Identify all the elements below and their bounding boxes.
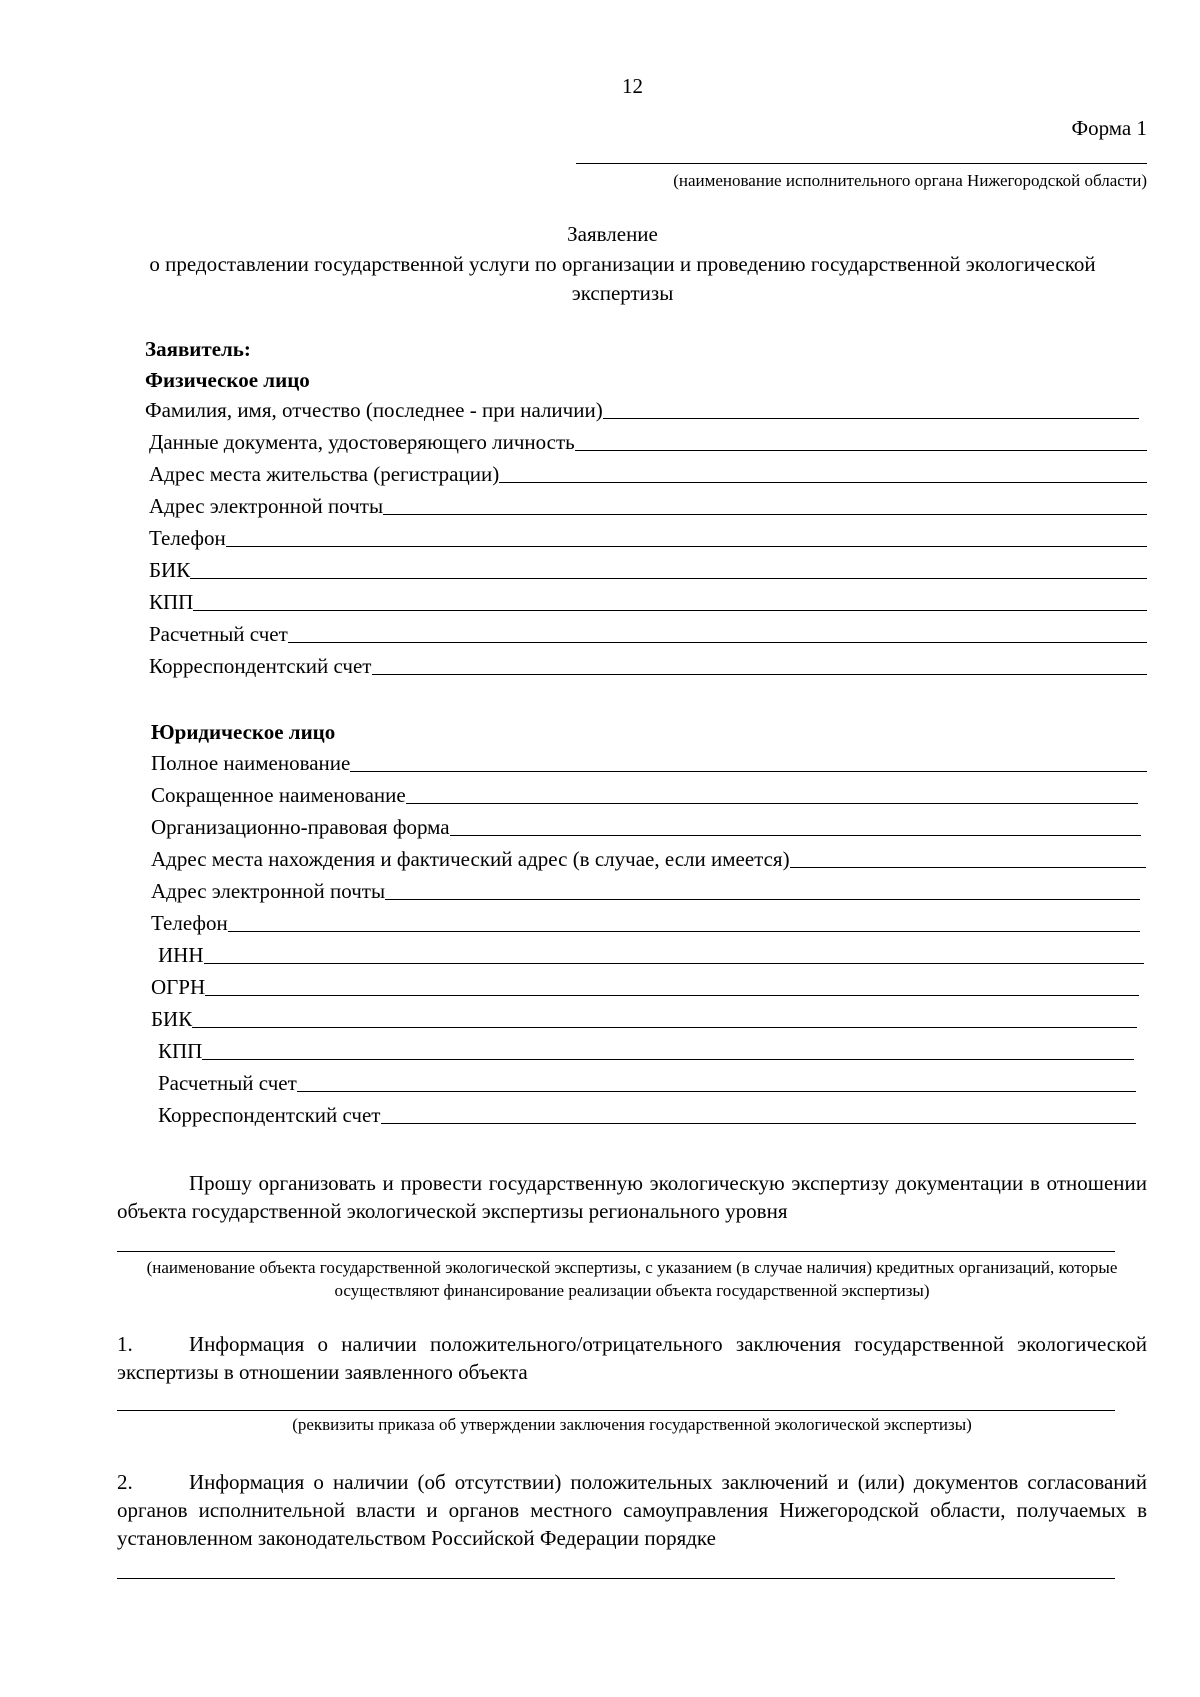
applicant-heading: Заявитель: [145,337,251,361]
field-label: Корреспондентский счет [149,654,372,678]
field-label: ОГРН [151,975,206,999]
legal-entity-heading: Юридическое лицо [151,720,336,744]
legal-full-name-field[interactable] [151,750,1147,776]
org-name-field[interactable] [576,163,1147,164]
field-label: Телефон [149,526,226,550]
individual-heading: Физическое лицо [145,368,310,392]
legal-account-field[interactable] [158,1070,1136,1096]
conclusion-details-field[interactable] [117,1410,1115,1411]
input-line[interactable] [350,751,1147,772]
field-label: Фамилия, имя, отчество (последнее - при наличии) [145,398,603,422]
input-line[interactable] [202,1039,1134,1060]
document-title: Заявление [567,222,658,246]
input-line[interactable] [297,1071,1136,1092]
input-line[interactable] [385,879,1140,900]
legal-email-field[interactable] [151,878,1140,904]
field-label: Адрес электронной почты [151,879,386,903]
legal-phone-field[interactable] [151,910,1140,936]
field-label: Расчетный счет [158,1071,297,1095]
legal-ogrn-field[interactable] [151,974,1139,1000]
item-number: 2. [117,1470,133,1494]
field-label: БИК [151,1007,193,1031]
input-line[interactable] [406,783,1138,804]
individual-corr-account-field[interactable] [149,653,1147,679]
legal-short-name-field[interactable] [151,782,1138,808]
individual-id-document-field[interactable] [149,429,1147,455]
page-number: 12 [622,74,643,98]
field-label: Сокращенное наименование [151,783,406,807]
input-line[interactable] [575,430,1147,451]
input-line[interactable] [226,526,1147,547]
legal-form-field[interactable] [151,814,1141,840]
field-label: Адрес электронной почты [149,494,384,518]
legal-address-field[interactable] [151,846,1146,872]
individual-phone-field[interactable] [149,525,1147,551]
org-name-caption: (наименование исполнительного органа Нижегородской области) [673,171,1147,190]
item-2 [117,1468,1147,1552]
input-line[interactable] [205,975,1139,996]
object-name-field[interactable] [117,1251,1115,1252]
request-text: Прошу организовать и провести государственную экологическую экспертизу документации в отношении объекта государственной экологической экспертизы регионального уровня [117,1171,1147,1223]
input-line[interactable] [450,815,1141,836]
input-line[interactable] [499,462,1147,483]
input-line[interactable] [192,1007,1137,1028]
legal-kpp-field[interactable] [158,1038,1134,1064]
legal-corr-account-field[interactable] [158,1102,1136,1128]
input-line[interactable] [603,398,1139,419]
input-line[interactable] [190,558,1147,579]
individual-kpp-field[interactable] [149,589,1147,615]
legal-inn-field[interactable] [158,942,1144,968]
input-line[interactable] [193,590,1147,611]
individual-bik-field[interactable] [149,557,1147,583]
input-line[interactable] [228,911,1140,932]
field-label: Расчетный счет [149,622,288,646]
field-label: Телефон [151,911,228,935]
individual-email-field[interactable] [149,493,1147,519]
individual-address-field[interactable] [149,461,1147,487]
item-1 [117,1330,1147,1386]
input-line[interactable] [383,494,1147,515]
approvals-field[interactable] [117,1578,1115,1579]
field-label: КПП [158,1039,203,1063]
form-label: Форма 1 [1071,116,1147,140]
field-label: БИК [149,558,191,582]
individual-full-name-field[interactable] [145,397,1139,423]
item-text: Информация о наличии положительного/отрицательного заключения государственной экологической экспертизы в отношении заявленного объекта [117,1332,1147,1384]
input-line[interactable] [372,654,1148,675]
field-label: КПП [149,590,194,614]
field-label: Корреспондентский счет [158,1103,381,1127]
field-label: Полное наименование [151,751,351,775]
input-line[interactable] [790,847,1146,868]
input-line[interactable] [381,1103,1137,1124]
field-label: Организационно-правовая форма [151,815,450,839]
input-line[interactable] [204,943,1145,964]
legal-bik-field[interactable] [151,1006,1137,1032]
conclusion-details-caption: (реквизиты приказа об утверждении заключения государственной экологической экспертизы) [292,1415,972,1434]
item-text: Информация о наличии (об отсутствии) положительных заключений и (или) документов согласований органов исполнительной власти и органов местного самоуправления Нижегородской области, получаемых в установленном законодательством Российской Федерации порядке [117,1470,1147,1550]
field-label: ИНН [158,943,204,967]
document-subtitle: о предоставлении государственной услуги по организации и проведению государственной экологической экспертизы [149,252,1096,305]
field-label: Адрес места нахождения и фактический адрес (в случае, если имеется) [151,847,790,871]
field-label: Данные документа, удостоверяющего личность [149,430,575,454]
individual-account-field[interactable] [149,621,1147,647]
input-line[interactable] [288,622,1147,643]
item-number: 1. [117,1332,133,1356]
field-label: Адрес места жительства (регистрации) [149,462,500,486]
object-name-caption: (наименование объекта государственной экологической экспертизы, с указанием (в случае наличия) кредитных организаций, которые осуществляют финансирование реализации объекта государственной экспертизы) [146,1258,1118,1300]
